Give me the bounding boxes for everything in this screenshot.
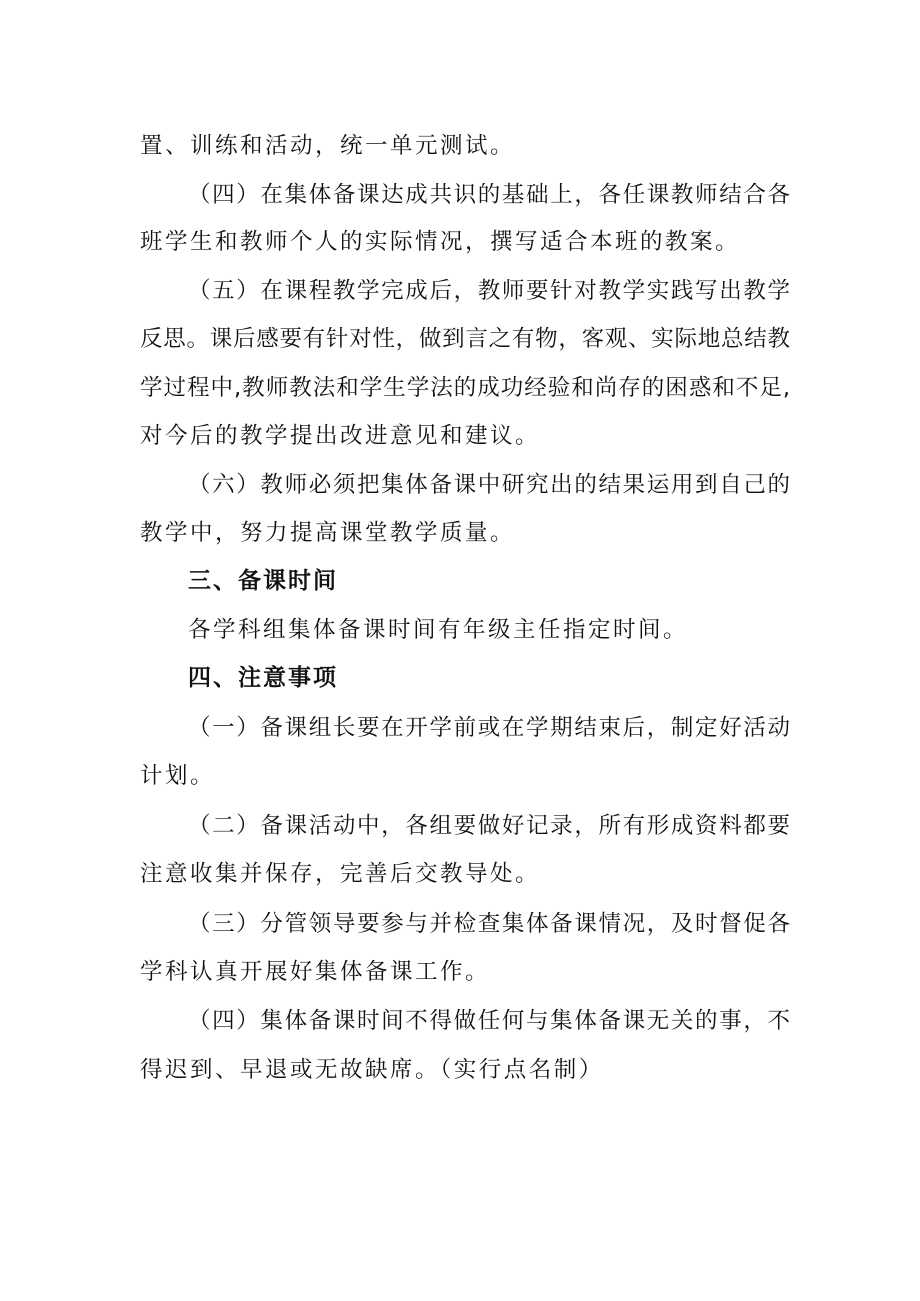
paragraph-line: （六）教师必须把集体备课中研究出的结果运用到自己的 [188, 472, 790, 498]
paragraph-line: 反思。课后感要有针对性，做到言之有物，客观、实际地总结教 [140, 326, 790, 352]
paragraph-line: （五）在课程教学完成后，教师要针对教学实践写出教学 [188, 278, 790, 304]
paragraph-line: 得迟到、早退或无故缺席。（实行点名制） [140, 1057, 604, 1083]
section-heading: 三、备课时间 [188, 568, 338, 594]
paragraph-line: （四）集体备课时间不得做任何与集体备课无关的事，不 [188, 1008, 790, 1034]
paragraph-line: 置、训练和活动，统一单元测试。 [140, 133, 516, 159]
paragraph-line: 学过程中,教师教法和学生学法的成功经验和尚存的困惑和不足, [140, 375, 790, 401]
paragraph-line: 计划。 [140, 763, 216, 789]
paragraph-line: （四）在集体备课达成共识的基础上，各任课教师结合各 [188, 182, 790, 208]
paragraph-line: 班学生和教师个人的实际情况，撰写适合本班的教案。 [140, 229, 741, 255]
paragraph-line: 教学中，努力提高课堂教学质量。 [140, 520, 516, 546]
paragraph-line: 各学科组集体备课时间有年级主任指定时间。 [188, 617, 689, 643]
paragraph-line: 注意收集并保存，完善后交教导处。 [140, 861, 541, 887]
paragraph-line: （一）备课组长要在开学前或在学期结束后，制定好活动 [188, 715, 790, 741]
paragraph-line: 学科认真开展好集体备课工作。 [140, 959, 491, 985]
paragraph-line: （三）分管领导要参与并检查集体备课情况，及时督促各 [188, 911, 790, 937]
section-heading: 四、注意事项 [188, 665, 338, 691]
paragraph-line: 对今后的教学提出改进意见和建议。 [140, 423, 541, 449]
paragraph-line: （二）备课活动中，各组要做好记录，所有形成资料都要 [188, 813, 790, 839]
